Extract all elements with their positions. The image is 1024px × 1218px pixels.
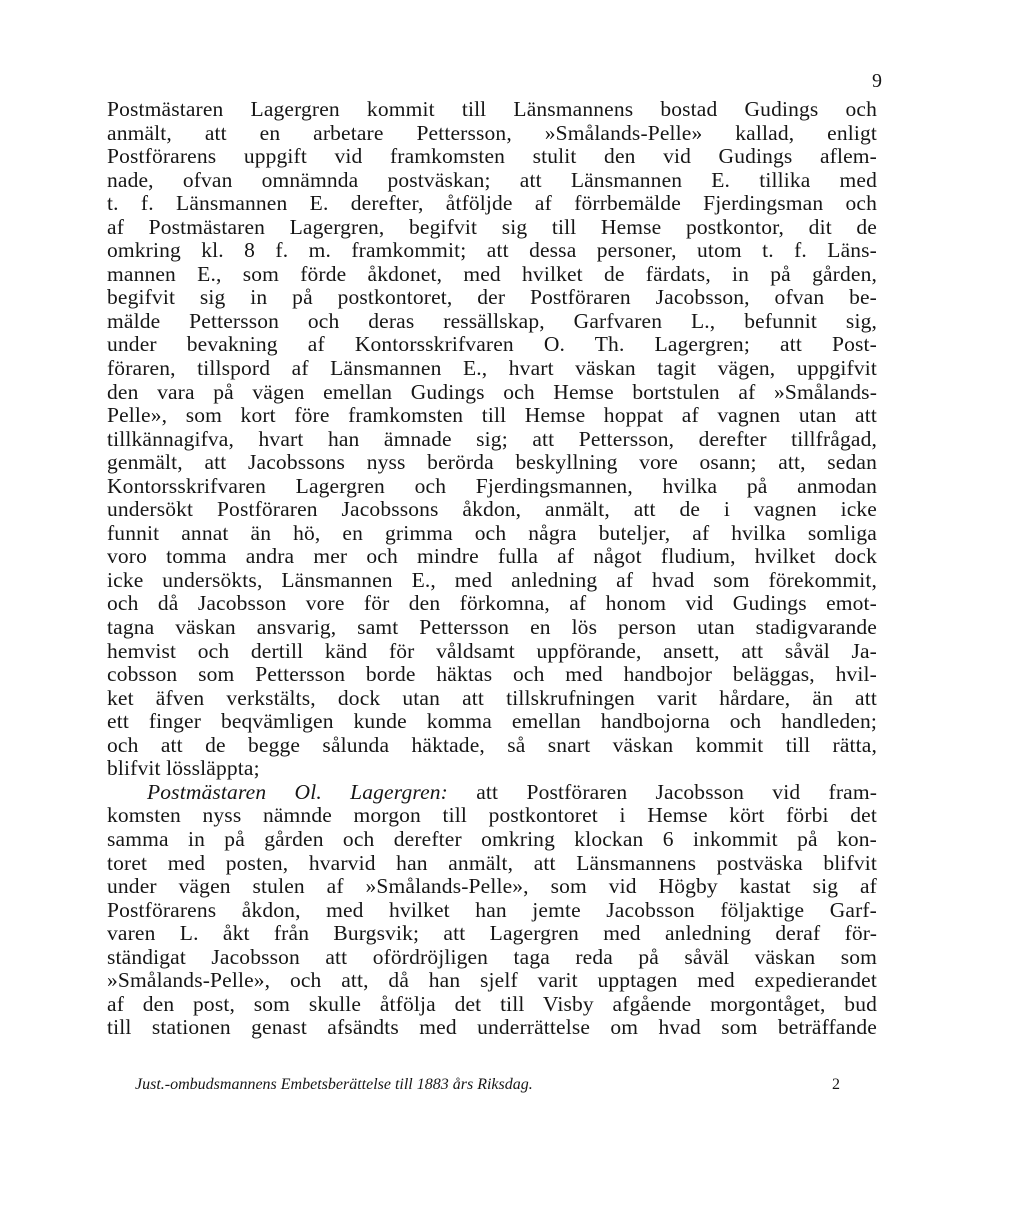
text-line: ett finger beqvämligen kunde komma emellan handbojorna och handleden; [107, 709, 877, 734]
text-line: icke undersökts, Länsmannen E., med anledning af hvad som förekommit, [107, 567, 877, 592]
text-line: under vägen stulen af »Smålands-Pelle», som vid Högby kastat sig af [107, 874, 877, 899]
text-line: hemvist och dertill känd för våldsamt uppförande, ansett, att såväl Ja- [107, 638, 877, 663]
text-line: tillkännagifva, hvart han ämnade sig; att Pettersson, derefter tillfrågad, [107, 426, 877, 451]
text-line: Kontorsskrifvaren Lagergren och Fjerdingsmannen, hvilka på anmodan [107, 473, 877, 498]
signature-mark: 2 [832, 1076, 840, 1093]
text-line: undersökt Postföraren Jacobssons åkdon, anmält, att de i vagnen icke [107, 497, 877, 522]
page-number: 9 [872, 70, 882, 92]
text-line: cobsson som Pettersson borde häktas och med handbojor beläggas, hvil- [107, 662, 877, 687]
text-line: t. f. Länsmannen E. derefter, åtföljde af förrbemälde Fjerdingsman och [107, 191, 877, 216]
paragraph-start-line [107, 781, 877, 805]
text-line: anmält, att en arbetare Pettersson, »Smålands-Pelle» kallad, enligt [107, 120, 877, 145]
text-line: »Smålands-Pelle», och att, då han sjelf varit upptagen med expedierandet [107, 968, 877, 993]
footer-title: Just.-ombudsmannens Embetsberättelse till 1883 års Riksdag. [135, 1076, 533, 1093]
speaker-statement: att Postföraren Jacobsson vid fram- [447, 779, 877, 804]
text-line: omkring kl. 8 f. m. framkommit; att dessa personer, utom t. f. Läns- [107, 238, 877, 263]
text-line: genmält, att Jacobssons nyss berörda beskyllning vore osann; att, sedan [107, 450, 877, 475]
text-line: föraren, tillspord af Länsmannen E., hvart väskan tagit vägen, uppgifvit [107, 356, 877, 381]
text-line: mälde Pettersson och deras ressällskap, Garfvaren L., befunnit sig, [107, 308, 877, 333]
text-line: varen L. åkt från Burgsvik; att Lagergren med anledning deraf för- [107, 921, 877, 946]
text-line: begifvit sig in på postkontoret, der Postföraren Jacobsson, ofvan be- [107, 285, 877, 310]
text-line: till stationen genast afsändts med underrättelse om hvad som beträffande [107, 1015, 877, 1040]
text-line: nade, ofvan omnämnda postväskan; att Länsmannen E. tillika med [107, 167, 877, 192]
text-line: voro tomma andra mer och mindre fulla af något fludium, hvilket dock [107, 544, 877, 569]
text-line: funnit annat än hö, en grimma och några buteljer, af hvilka somliga [107, 520, 877, 545]
text-line: mannen E., som förde åkdonet, med hvilket de färdats, in på gården, [107, 261, 877, 286]
text-line: och då Jacobsson vore för den förkomna, af honom vid Gudings emot- [107, 591, 877, 616]
text-line: Postförarens uppgift vid framkomsten stulit den vid Gudings aflem- [107, 144, 877, 169]
speaker-name: Postmästaren Ol. Lagergren: [147, 779, 448, 804]
text-line: Postmästaren Lagergren kommit till Länsmannens bostad Gudings och [107, 97, 877, 121]
body-text [107, 98, 877, 1040]
text-line: ket äfven verkstälts, dock utan att tillskrufningen varit hårdare, än att [107, 685, 877, 710]
text-line: af den post, som skulle åtfölja det till Visby afgående morgontåget, bud [107, 991, 877, 1016]
text-line: under bevakning af Kontorsskrifvaren O. Th. Lagergren; att Post- [107, 332, 877, 357]
text-line: toret med posten, hvarvid han anmält, att Länsmannens postväska blifvit [107, 850, 877, 875]
text-line: ständigat Jacobsson att ofördröjligen taga reda på såväl väskan som [107, 944, 877, 969]
text-line: tagna väskan ansvarig, samt Pettersson en lös person utan stadigvarande [107, 615, 877, 640]
text-line: komsten nyss nämnde morgon till postkontoret i Hemse kört förbi det [107, 803, 877, 828]
text-line: Postförarens åkdon, med hvilket han jemte Jacobsson följaktige Garf- [107, 897, 877, 922]
text-line: och att de begge sålunda häktade, så snart väskan kommit till rätta, [107, 732, 877, 757]
text-line: Pelle», som kort före framkomsten till Hemse hoppat af vagnen utan att [107, 403, 877, 428]
text-line: af Postmästaren Lagergren, begifvit sig till Hemse postkontor, dit de [107, 214, 877, 239]
text-line: blifvit lössläppta; [107, 756, 260, 781]
page-footer [135, 1076, 840, 1094]
text-line: samma in på gården och derefter omkring klockan 6 inkommit på kon- [107, 826, 877, 851]
text-line: den vara på vägen emellan Gudings och Hemse bortstulen af »Smålands- [107, 379, 877, 404]
